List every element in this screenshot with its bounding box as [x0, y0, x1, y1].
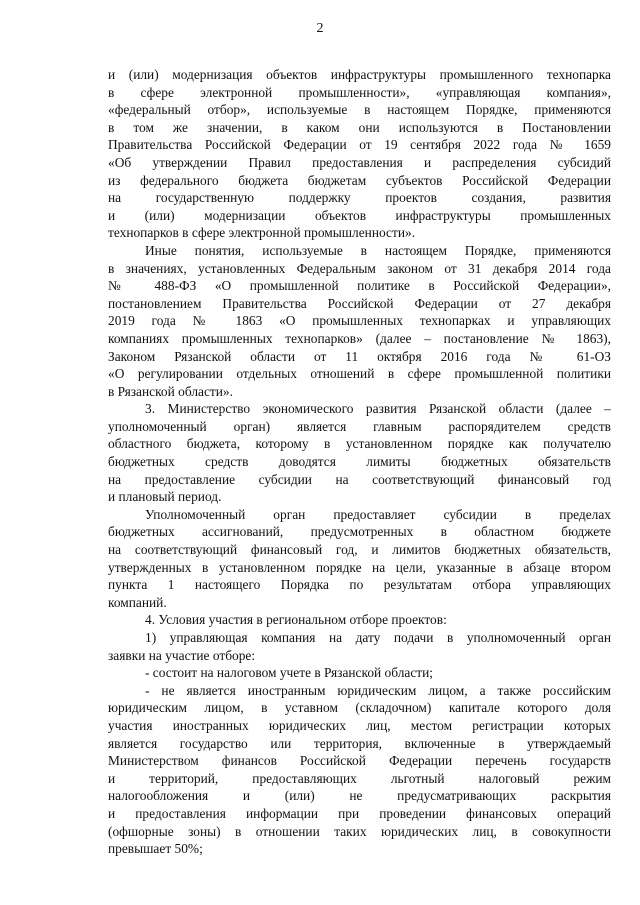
text-line: юридическим лицом, в уставном (складочном) капитале которого доля [108, 700, 611, 716]
text-line: Министерством финансов Российской Федерации перечень государств [108, 753, 611, 769]
text-line: утвержденных в установленном порядке на цели, указанные в абзаце втором [108, 559, 611, 575]
text-line: «федеральный отбор», используемые в настоящем Порядке, применяются [108, 102, 611, 118]
text-line: пункта 1 настоящего Порядка по результатам отбора управляющих [108, 577, 611, 593]
text-line: Правительства Российской Федерации от 19 сентября 2022 года № 1659 [108, 137, 611, 153]
text-line: бюджетных средств доводятся лимиты бюджетных обязательств [108, 454, 611, 470]
text-line: участия иностранных юридических лиц, местом регистрации которых [108, 717, 611, 733]
paragraph [108, 682, 611, 858]
text-line: областного бюджета, которому в установленном порядке как получателю [108, 436, 611, 452]
text-line: Законом Рязанской области от 11 октября 2016 года № 61-ОЗ [108, 348, 611, 364]
text-line: в сфере электронной промышленности», «управляющая компания», [108, 84, 611, 100]
text-line: компаний. [108, 594, 167, 610]
text-line: - не является иностранным юридическим лицом, а также российским [145, 682, 611, 698]
text-line: технопарков в сфере электронной промышленности». [108, 225, 416, 241]
text-line: «Об утверждении Правил предоставления и распределения субсидий [108, 154, 611, 170]
paragraph [108, 242, 611, 400]
text-line: на предоставление субсидии на соответствующий финансовый год [108, 471, 611, 487]
paragraph [108, 611, 611, 629]
text-line: и (или) модернизация объектов инфраструктуры промышленного технопарка [108, 67, 611, 82]
paragraph [108, 629, 611, 664]
page-number: 2 [316, 21, 324, 36]
text-line: и территорий, предоставляющих льготный налоговый режим [108, 770, 611, 786]
text-line: (офшорные зоны) в отношении таких юридических лиц, в совокупности [108, 823, 611, 839]
text-line: заявки на участие отборе: [108, 647, 256, 663]
paragraph [108, 400, 611, 506]
text-line: № 488-ФЗ «О промышленной политике в Российской Федерации», [108, 278, 611, 294]
text-line: превышает 50%; [108, 841, 203, 857]
text-line: из федерального бюджета бюджетам субъектов Российской Федерации [108, 172, 611, 188]
text-line: и плановый период. [108, 489, 222, 505]
text-line: на государственную поддержку проектов создания, развития [108, 190, 611, 206]
text-line: 1) управляющая компания на дату подачи в уполномоченный орган [145, 630, 611, 645]
paragraph [108, 66, 611, 242]
text-line: уполномоченный орган) является главным распорядителем средств [108, 418, 611, 434]
text-line: компаниях промышленных технопарков» (далее – постановление № 1863), [108, 330, 611, 346]
text-line: Иные понятия, используемые в настоящем Порядке, применяются [145, 242, 611, 258]
text-line: налогообложения и (или) не предусматривающих раскрытия [108, 788, 611, 804]
text-line: - состоит на налоговом учете в Рязанской области; [145, 665, 434, 681]
text-line: постановлением Правительства Российской Федерации от 27 декабря [108, 295, 611, 311]
text-line: и предоставления информации при проведении финансовых операций [108, 805, 611, 821]
text-line: в том же значении, в каком они используются в Постановлении [108, 119, 611, 135]
text-line: и (или) модернизации объектов инфраструктуры промышленных [108, 207, 611, 223]
text-line: «О регулировании отдельных отношений в сфере промышленной политики [108, 366, 611, 382]
text-line: в значениях, установленных Федеральным законом от 31 декабря 2014 года [108, 260, 611, 276]
text-line: в Рязанской области». [108, 383, 233, 399]
text-line: Уполномоченный орган предоставляет субсидии в пределах [145, 506, 611, 522]
paragraph [108, 664, 611, 682]
text-line: 4. Условия участия в региональном отборе проектов: [145, 612, 447, 628]
text-line: на соответствующий финансовый год, и лимитов бюджетных обязательств, [108, 542, 611, 558]
text-line: 2019 года № 1863 «О промышленных технопарках и управляющих [108, 313, 611, 329]
text-line: бюджетных ассигнований, предусмотренных в областном бюджете [108, 524, 611, 540]
text-line: является государство или территория, включенные в утверждаемый [108, 735, 611, 751]
paragraph [108, 506, 611, 612]
text-line: 3. Министерство экономического развития Рязанской области (далее – [145, 401, 611, 417]
document-body [108, 66, 611, 858]
